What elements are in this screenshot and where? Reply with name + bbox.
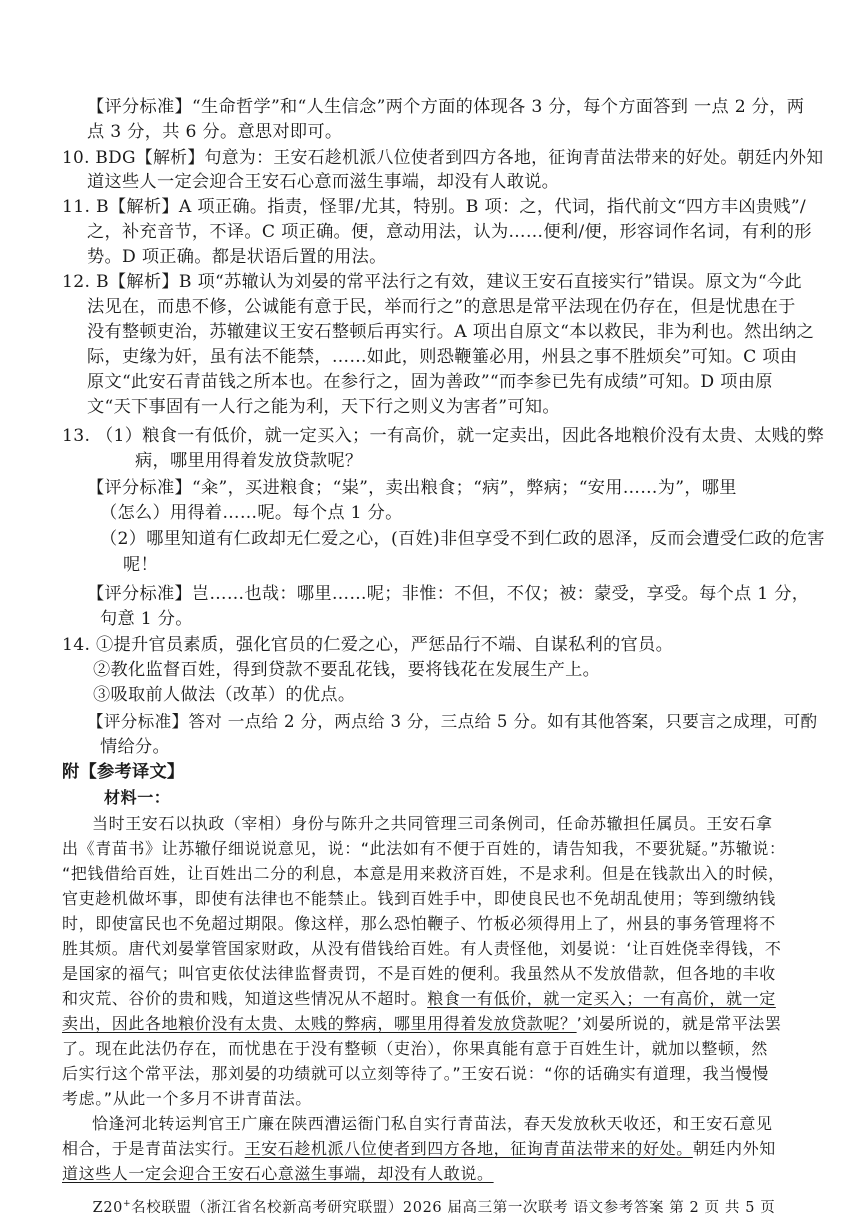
answer-12-line: 文“天下事固有一人行之能为利，天下行之则义为害者”可知。 [87, 397, 560, 417]
answer-13-line: 13. （1）粮食一有低价，就一定买入；一有高价，就一定卖出，因此各地粮价没有太贵、太贱的弊 [62, 426, 825, 446]
translation-text: 朝廷内外知 [692, 1139, 776, 1158]
answer-13-line: 呢！ [123, 555, 158, 575]
answer-11-line: 11. B【解析】A 项正确。指责，怪罪/尤其，特别。B 项：之，代词，指代前文“四方丰凶贵贱”/ [62, 197, 807, 217]
footer-prefix: Z20 [92, 1200, 123, 1216]
answer-13-line: 病，哪里用得着发放贷款呢？ [135, 451, 363, 471]
translation-line [62, 1137, 776, 1161]
answer-13-line: （2）哪里知道有仁政却无仁爱之心，(百姓)非但享受不到仁政的恩泽，反而会遭受仁政的危害 [100, 529, 825, 549]
translation-line: 胜其烦。唐代刘晏掌管国家财政，从没有借钱给百姓。有人责怪他，刘晏说：‘让百姓侥幸得钱，不 [62, 939, 782, 958]
answer-11-line: 势。D 项正确。都是状语后置的用法。 [87, 247, 387, 267]
scoring-criteria-line: 【评分标准】“籴”，买进粮食；“粜”，卖出粮食；“病”，弊病；“安用……为”，哪里 [87, 478, 737, 498]
underlined-translation-text: 粮食一有低价，就一定买入；一有高价，就一定 [427, 989, 776, 1008]
scoring-criteria-line: 【评分标准】答对 一点给 2 分，两点给 3 分，三点给 5 分。如有其他答案，只要言之成理，可酌 [87, 712, 818, 731]
answer-12-line: 际，吏缘为奸，虽有法不能禁，……如此，则恐鞭箠必用，州县之事不胜烦矣”可知。C 项由 [87, 347, 798, 367]
translation-line: “把钱借给百姓，让百姓出二分的利息，本意是用来救济百姓，不是求利。但是在钱款出入的时候， [62, 864, 785, 883]
translation-text: ’刘晏所说的，就是常平法罢 [576, 1014, 782, 1033]
scoring-criteria-line: 情给分。 [100, 737, 170, 757]
footer-sup: + [122, 1199, 132, 1210]
underlined-translation-text: 道这些人一定会迎合王安石心意滋生事端，却没有人敢说。 [62, 1164, 494, 1183]
translation-line [62, 1162, 494, 1186]
answer-14-line: 14. ①提升官员素质，强化官员的仁爱之心，严惩品行不端、自谋私利的官员。 [62, 635, 674, 655]
answer-12-line: 原文“此安石青苗钱之所本也。在参行之，固为善政”“而李参已先有成绩”可知。D 项由原 [87, 372, 773, 392]
translation-line: 官吏趁机做坏事，即使有法律也不能禁止。钱到百姓手中，即使良民也不免胡乱使用；等到缴纳钱 [62, 889, 776, 908]
scoring-criteria-line: （怎么）用得着……呢。每个点 1 分。 [100, 503, 403, 523]
translation-line: 是国家的福气；叫官吏依仗法律监督责罚，不是百姓的便利。我虽然从不发放借款，但各地的丰收 [62, 964, 776, 983]
translation-line: 时，即使富民也不免超过期限。像这样，那么恐怕鞭子、竹板必须得用上了，州县的事务管理将不 [62, 914, 776, 933]
scoring-criteria-line: 句意 1 分。 [100, 609, 193, 629]
answer-12-line: 没有整顿吏治，苏辙建议王安石整顿后再实行。A 项出自原文“本以救民，非为利也。然出纳之 [87, 322, 815, 342]
translation-text: 相合，于是青苗法实行。 [62, 1139, 245, 1158]
translation-line: 恰逢河北转运判官王广廉在陕西漕运衙门私自实行青苗法，春天发放秋天收还，和王安石意见 [92, 1114, 773, 1133]
answer-11-line: 之，补充音节，不译。C 项正确。便，意动用法，认为……便利/便，形容词作名词，有利的形 [87, 222, 812, 242]
translation-text: 和灾荒、谷价的贵和贱，知道这些情况从不超时。 [62, 989, 428, 1008]
translation-line: 考虑。”从此一个多月不讲青苗法。 [62, 1089, 312, 1108]
answer-14-line: ②教化监督百姓，得到贷款不要乱花钱，要将钱花在发展生产上。 [93, 660, 601, 680]
underlined-translation-text: 卖出，因此各地粮价没有太贵、太贱的弊病，哪里用得着发放贷款呢？ [62, 1014, 577, 1033]
underlined-translation-text: 王安石趁机派八位使者到四方各地，征询青苗法带来的好处。 [244, 1139, 693, 1158]
reference-translation-heading: 附【参考译文】 [62, 762, 185, 782]
translation-line: 当时王安石以执政（宰相）身份与陈升之共同管理三司条例司，任命苏辙担任属员。王安石拿 [92, 814, 773, 833]
answer-10-line: 道这些人一定会迎合王安石心意而滋生事端，却没有人敢说。 [87, 172, 560, 192]
page-footer [0, 1196, 868, 1217]
footer-text: 名校联盟（浙江省名校新高考研究联盟）2026 届高三第一次联考 语文参考答案 第 2 页 共 5 页 [131, 1200, 776, 1216]
answer-14-line: ③吸取前人做法（改革）的优点。 [93, 685, 356, 705]
scoring-criteria-line: 【评分标准】“生命哲学”和“人生信念”两个方面的体现各 3 分，每个方面答到 一点 2 分，两 [87, 97, 805, 117]
scoring-criteria-line: 【评分标准】岂……也哉：哪里……呢；非惟：不但，不仅；被：蒙受，享受。每个点 1 分， [87, 584, 810, 604]
answer-10-line: 10. BDG【解析】句意为：王安石趁机派八位使者到四方各地，征询青苗法带来的好处。朝廷内外知 [62, 147, 824, 167]
translation-line: 了。现在此法仍存在，而忧患在于没有整顿（吏治），你果真能有意于百姓生计，就加以整顿，然 [62, 1039, 768, 1058]
scoring-criteria-line: 点 3 分，共 6 分。意思对即可。 [87, 122, 343, 142]
translation-line [62, 1012, 782, 1036]
translation-line [62, 987, 776, 1011]
answer-12-line: 12. B【解析】B 项“苏辙认为刘晏的常平法行之有效，建议王安石直接实行”错误。原文为“今此 [62, 272, 802, 292]
translation-line: 出《青苗书》让苏辙仔细说说意见，说：“此法如有不便于百姓的，请告知我，不要犹疑。”苏辙说： [62, 839, 786, 858]
answer-12-line: 法见在，而患不修，公诚能有意于民，举而行之”的意思是常平法现在仍存在，但是忧患在于 [87, 297, 796, 317]
material-one-heading: 材料一： [104, 788, 171, 807]
translation-line: 后实行这个常平法，那刘晏的功绩就可以立刻等待了。”王安石说：“你的话确实有道理，我当慢慢 [62, 1064, 769, 1083]
